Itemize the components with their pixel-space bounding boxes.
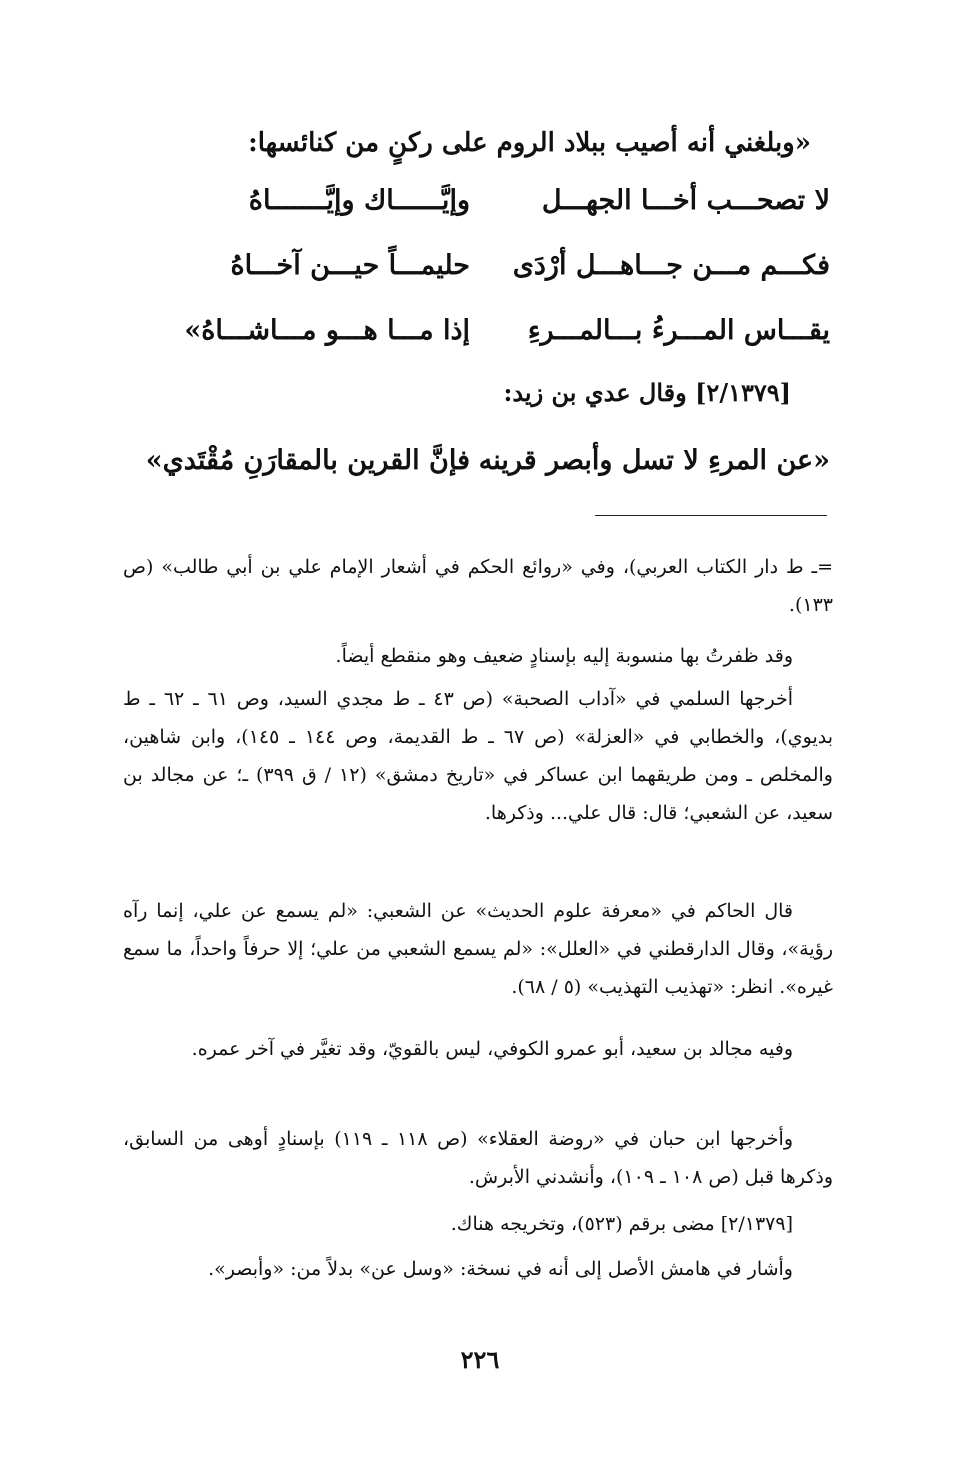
footnote-paragraph-5: وفيه مجالد بن سعيد، أبو عمرو الكوفي، ليس بالقويّ، وقد تغيَّر في آخر عمره. [191, 1038, 793, 1060]
footnote-paragraph-6: وأخرجها ابن حبان في «روضة العقلاء» (ص ١١٨ ـ ١١٩) بإسنادٍ أوهى من السابق، وذكرها قبل (ص ١٠٨ ـ ١٠٩)، وأنشدني الأبرش. [123, 1128, 833, 1188]
verse-1-second-hemistich: وإيَّــــــاك وإيَّـــــــاهُ [248, 185, 470, 216]
footnote-paragraph-7: [٢/١٣٧٩] مضى برقم (٥٢٣)، وتخريجه هناك. [450, 1213, 793, 1235]
numbered-intro: [٢/١٣٧٩] وقال عدي بن زيد: [503, 378, 791, 407]
footnote-paragraph-8: وأشار في هامش الأصل إلى أنه في نسخة: «وسل عن» بدلاً من: «وأبصر». [208, 1258, 793, 1280]
verse-2-second-hemistich: حليمـــاً حيـــن آخـــاهُ [230, 250, 470, 281]
footnote-separator [595, 515, 827, 516]
page-number: ٢٢٦ [460, 1345, 500, 1374]
verse-3-second-hemistich: إذا مـــا هـــو مـــاشـــاهُ» [184, 315, 470, 346]
footnote-paragraph-2: وقد ظفرتُ بها منسوبة إليه بإسنادٍ ضعيف وهو منقطع أيضاً. [335, 645, 793, 667]
poem-verse-3 [110, 315, 830, 365]
poem-verse-2 [110, 250, 830, 300]
footnote-paragraph-1: =ـ ط دار الكتاب العربي)، وفي «روائع الحكم في أشعار الإمام علي بن أبي طالب» (ص ١٣٣). [123, 556, 833, 616]
footnote-paragraph-3: أخرجها السلمي في «آداب الصحبة» (ص ٤٣ ـ ط مجدي السيد، وص ٦١ ـ ٦٢ ـ ط بديوي)، والخطابي في «العزلة» (ص ٦٧ ـ ط القديمة، وص ١٤٤ ـ ١٤٥)، وابن شاهين، والمخلص ـ ومن طريقهما ابن عساكر في «تاريخ دمشق» (١٢ / ق ٣٩٩) ـ؛ عن مجالد بن سعيد، عن الشعبي؛ قال: قال علي... وذكرها. [123, 688, 833, 824]
adi-verse-first-hemistich: «عن المرءِ لا تسل وأبصر قرينه [478, 445, 830, 476]
verse-3-first-hemistich: يقـــاس المـــرءُ بـــالمـــرءِ [527, 315, 830, 346]
poem-intro: «وبلغني أنه أصيب ببلاد الروم على ركنٍ من كنائسها: [248, 128, 811, 158]
poem-verse-1 [110, 185, 830, 235]
verse-1-first-hemistich: لا تصحـــب أخـــا الجهـــل [541, 185, 830, 216]
adi-verse-second-hemistich: فإنَّ القرين بالمقارَنِ مُقْتَدي» [145, 445, 470, 476]
verse-2-first-hemistich: فكـــم مـــن جـــاهـــل أرْدَى [512, 250, 830, 281]
adi-verse [110, 445, 830, 495]
footnote-paragraph-4: قال الحاكم في «معرفة علوم الحديث» عن الشعبي: «لم يسمع عن علي، إنما رآه رؤية»، وقال الدارقطني في «العلل»: «لم يسمع الشعبي من علي؛ إلا حرفاً واحداً، ما سمع غيره». انظر: «تهذيب التهذيب» (٥ / ٦٨). [123, 900, 833, 998]
